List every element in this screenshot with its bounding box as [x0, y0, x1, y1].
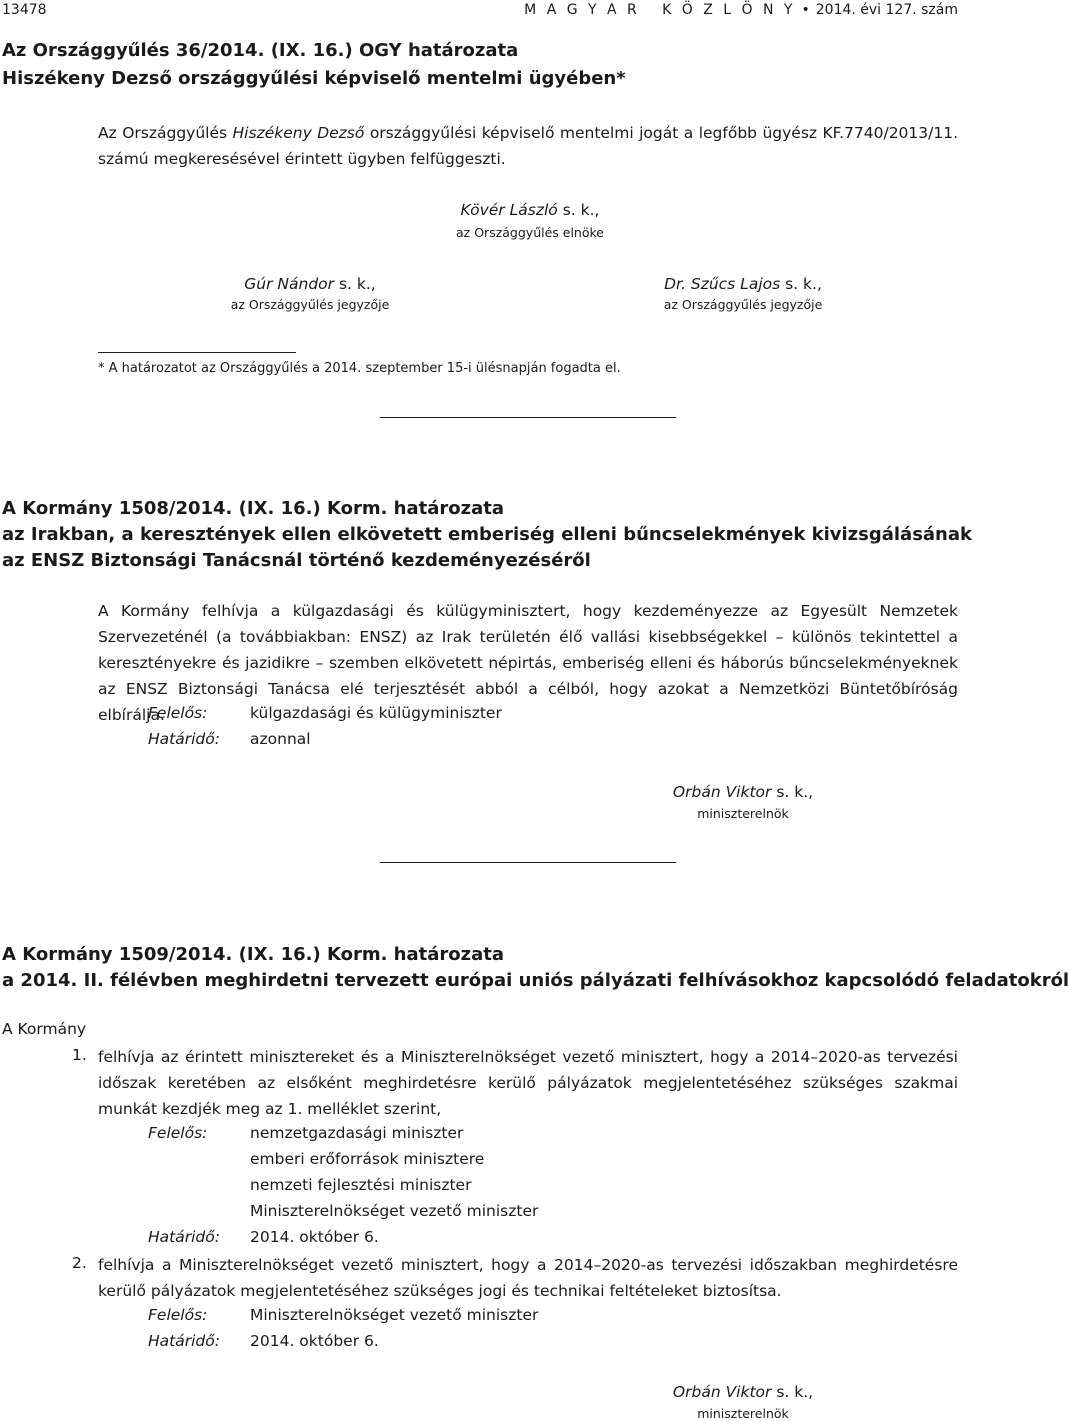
resolution-subtitle-2: az Irakban, a keresztények ellen elkövetett emberiség elleni bűncselekmények kivizsgálásának [2, 524, 972, 545]
footnote: * A határozatot az Országgyűlés a 2014. szeptember 15-i ülésnapján fogadta el. [98, 361, 621, 376]
signature-name-right [643, 275, 843, 293]
signer-suffix: s. k., [780, 275, 822, 293]
resolution-title-3: A Kormány 1509/2014. (IX. 16.) Korm. határozata [2, 944, 505, 965]
responsible-value: külgazdasági és külügyminiszter [250, 704, 502, 722]
signature-role-pm: miniszterelnök [697, 806, 789, 821]
resolution-title-1: Az Országgyűlés 36/2014. (IX. 16.) OGY határozata [2, 40, 519, 61]
deadline-value: azonnal [250, 730, 311, 748]
responsible-label: Felelős: [148, 1124, 208, 1142]
resolution-title-2: A Kormány 1508/2014. (IX. 16.) Korm. határozata [2, 498, 505, 519]
signer-name: Orbán Viktor [672, 783, 772, 801]
footnote-divider [98, 352, 296, 353]
journal-header [524, 2, 958, 18]
signer-suffix: s. k., [771, 783, 814, 801]
signer-suffix: s. k., [334, 275, 376, 293]
responsible-value: emberi erőforrások minisztere [250, 1150, 485, 1168]
text-name: Hiszékeny Dezső [232, 124, 365, 142]
deadline-label: Határidő: [148, 1228, 220, 1246]
item-1-text: felhívja az érintett minisztereket és a Miniszterelnökséget vezető minisztert, hogy a 2014–2020-as tervezési időszak keretében az elsőként meghirdetésre kerülő pályázatok megjelentetéséhez szükséges szakmai munkát kezdjék meg az 1. melléklet szerint, [98, 1048, 958, 1118]
signer-name: Gúr Nándor [244, 275, 335, 293]
resolution-subtitle-2b: az ENSZ Biztonsági Tanácsnál történő kezdeményezéséről [2, 550, 591, 571]
header-separator: • [801, 2, 810, 18]
signer-name: Kövér László [460, 201, 558, 219]
text-part: Az Országgyűlés [98, 124, 233, 142]
item-2-text: felhívja a Miniszterelnökséget vezető minisztert, hogy a 2014–2020-as tervezési időszakban meghirdetésre kerülő pályázatok megjelentetéséhez szükséges jogi és technikai feltételeket biztosítsa. [98, 1256, 958, 1300]
journal-name: M A G Y A R K Ö Z L Ö N Y [524, 2, 796, 18]
responsible-label: Felelős: [148, 1306, 208, 1324]
signature-role: az Országgyűlés elnöke [456, 225, 604, 240]
signer-name: Orbán Viktor [672, 1383, 772, 1401]
deadline-value: 2014. október 6. [250, 1228, 379, 1246]
deadline-label: Határidő: [148, 1332, 220, 1350]
section-divider [380, 862, 676, 863]
resolution-text-1 [98, 120, 958, 172]
signature-name-left [210, 275, 410, 293]
signer-suffix: s. k., [557, 201, 600, 219]
intro-text: A Kormány [2, 1020, 87, 1038]
responsible-label: Felelős: [148, 704, 208, 722]
responsible-value: nemzeti fejlesztési miniszter [250, 1176, 472, 1194]
signature-name [430, 201, 630, 219]
signature-role-pm-2: miniszterelnök [697, 1406, 789, 1421]
resolution-text-2: A Kormány felhívja a külgazdasági és külügyminisztert, hogy kezdeményezze az Egyesült Nemzetek Szervezeténél (a továbbiakban: ENSZ) az Irak területén élő vallási kisebbségekkel – különös tekintettel a keresztényekre és jazidikre – szemben elkövetett népirtás, emberiség elleni és háborús bűncselekményeknek az ENSZ Biztonsági Tanácsa elé terjesztését abból a célból, hogy azokat a Nemzetközi Büntetőbíróság elbírálja. [98, 602, 958, 724]
signature-role-left: az Országgyűlés jegyzője [230, 297, 390, 312]
text-part: országgyűlési képviselő mentelmi jogát a legfőbb ügyész KF.7740/2013/11. számú megkeresésével érintett ügyben felfüggeszti. [98, 124, 959, 168]
page-number: 13478 [2, 2, 47, 18]
deadline-label: Határidő: [148, 730, 220, 748]
responsible-value: Miniszterelnökséget vezető miniszter [250, 1202, 539, 1220]
responsible-value: Miniszterelnökséget vezető miniszter [250, 1306, 539, 1324]
resolution-subtitle-3: a 2014. II. félévben meghirdetni tervezett európai uniós pályázati felhívásokhoz kapcsolódó feladatokról [2, 970, 1069, 991]
section-divider [380, 417, 676, 418]
signer-suffix: s. k., [771, 1383, 814, 1401]
responsible-value: nemzetgazdasági miniszter [250, 1124, 464, 1142]
signature-name-pm-2 [643, 1383, 843, 1401]
item-number: 1. [72, 1046, 87, 1064]
signature-name-pm [643, 783, 843, 801]
item-number: 2. [72, 1254, 87, 1272]
signature-role-right: az Országgyűlés jegyzője [663, 297, 823, 312]
issue-number: 2014. évi 127. szám [815, 2, 958, 18]
resolution-subtitle-1: Hiszékeny Dezső országgyűlési képviselő mentelmi ügyében* [2, 68, 626, 89]
signer-name: Dr. Szűcs Lajos [664, 275, 781, 293]
deadline-value: 2014. október 6. [250, 1332, 379, 1350]
